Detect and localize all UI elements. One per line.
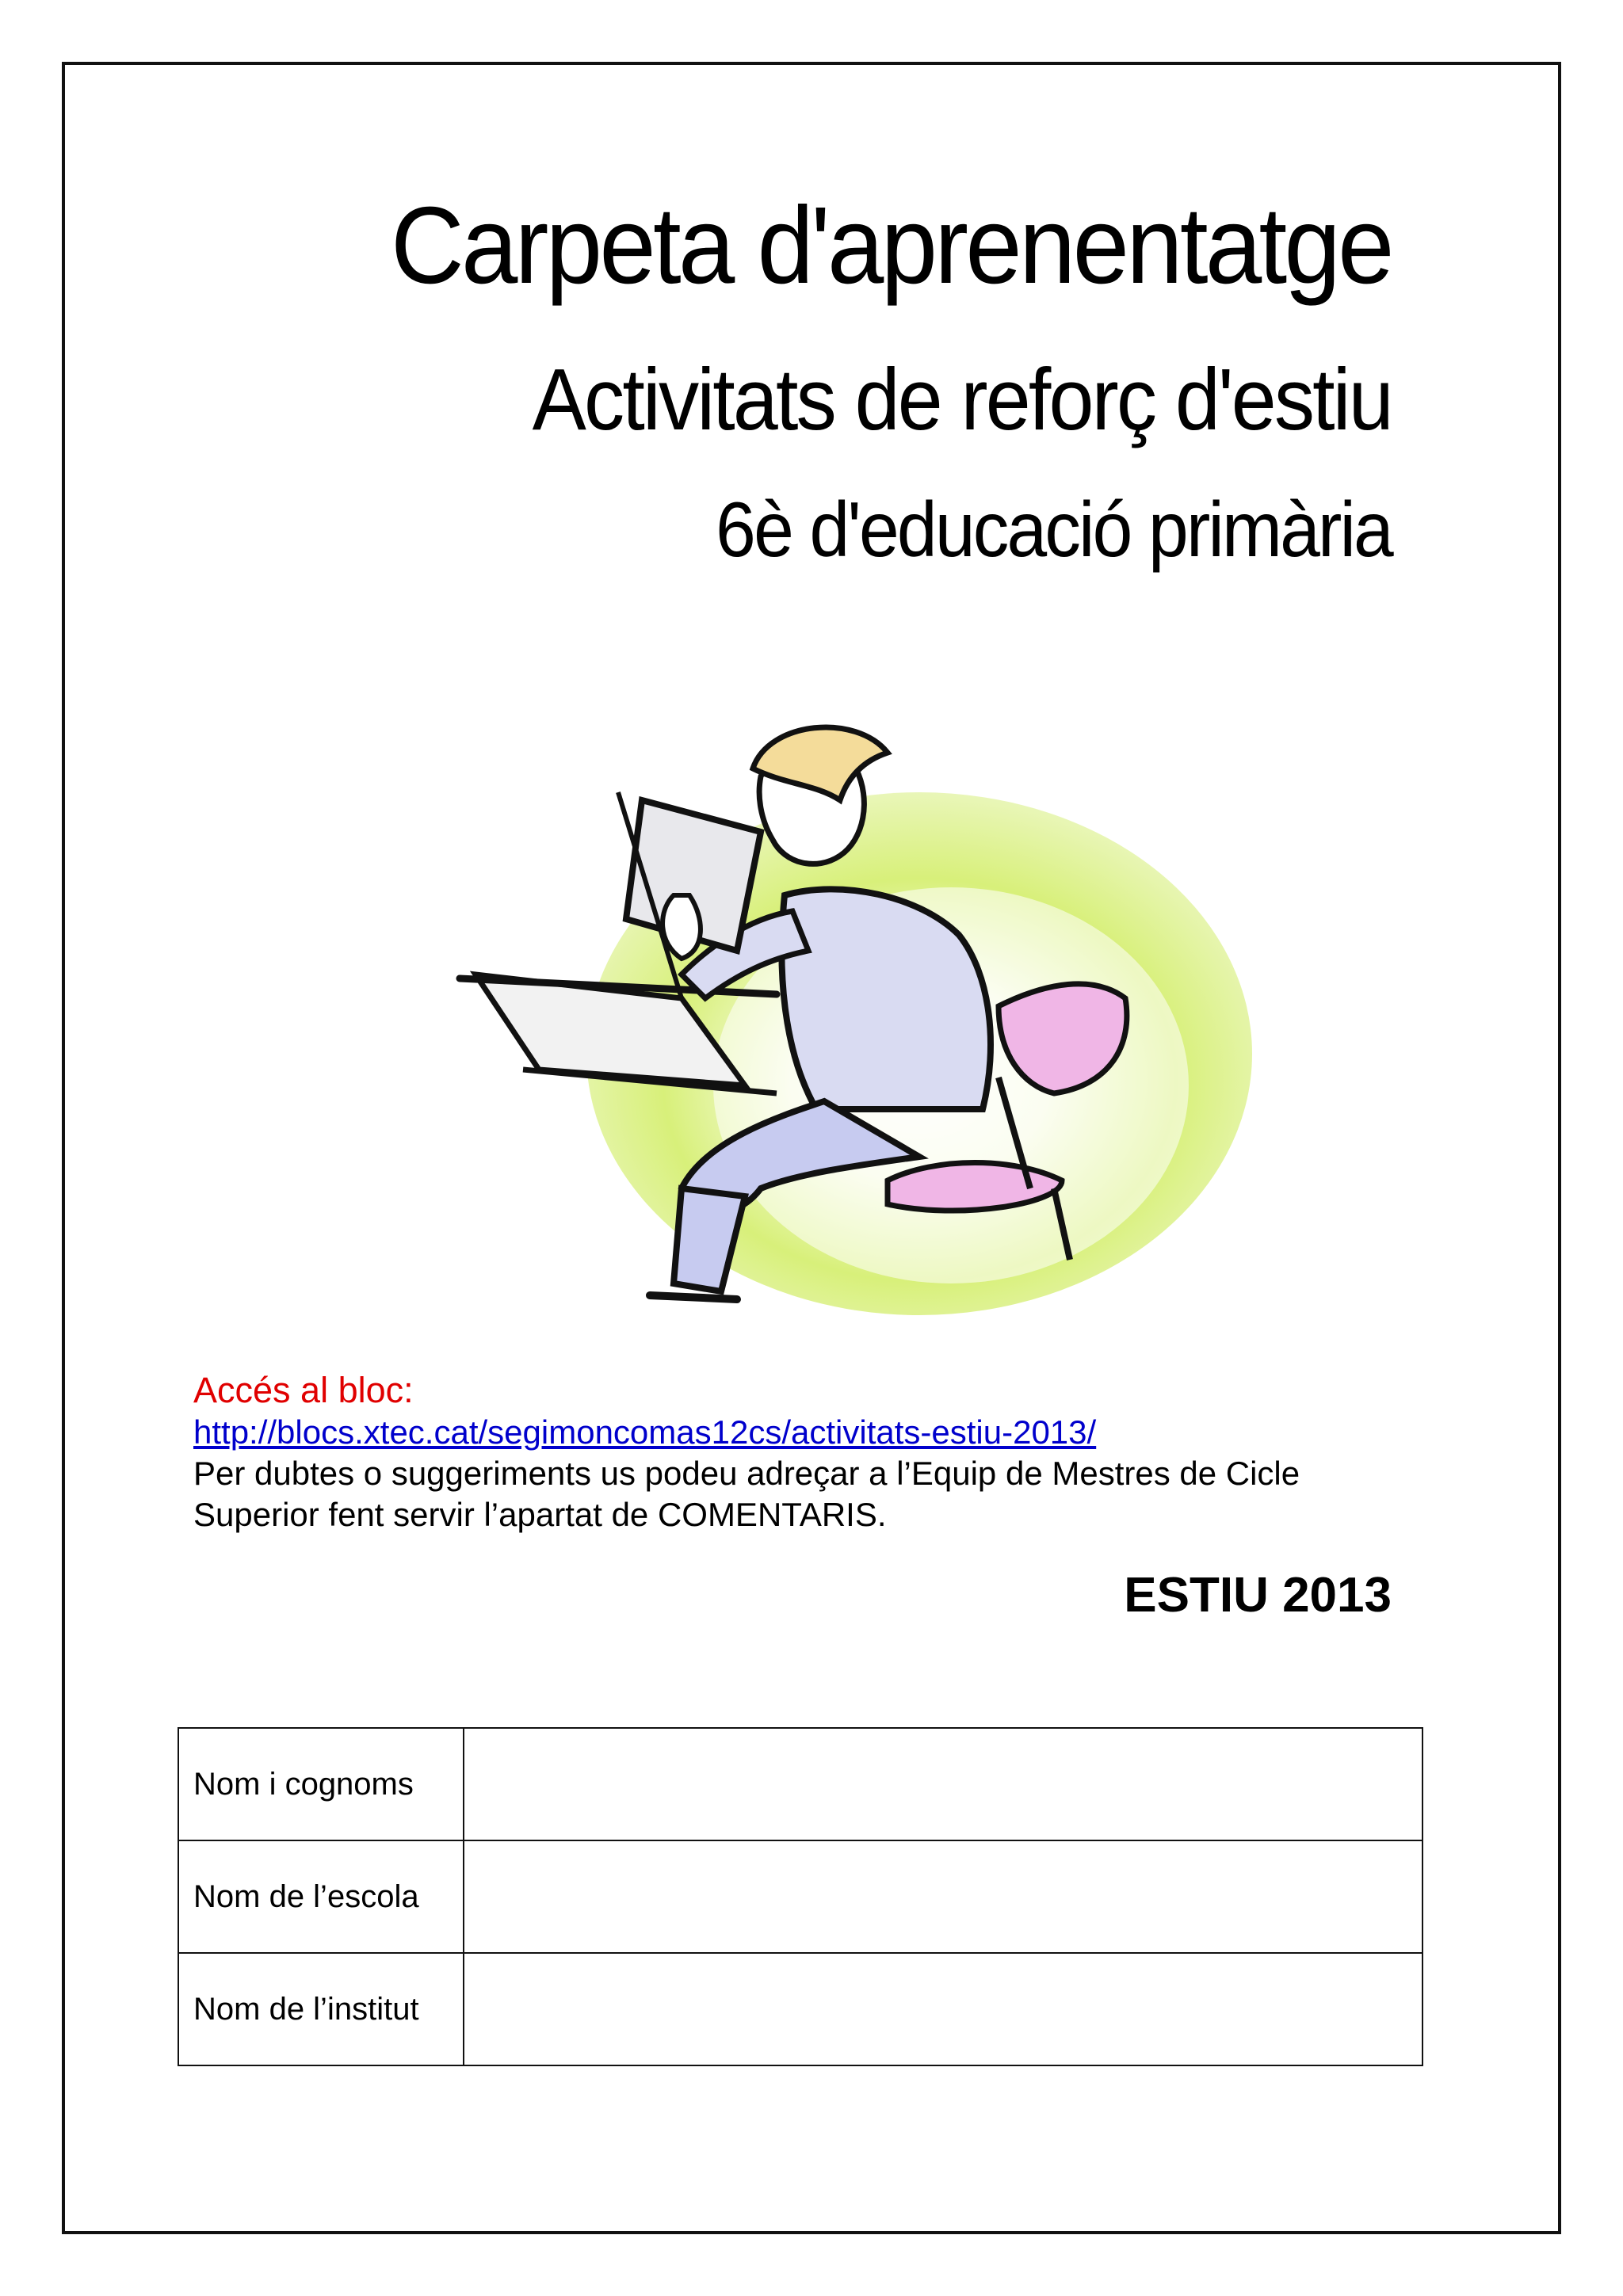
school-field[interactable] [464,1840,1423,1953]
table-row [178,1728,1423,1840]
blog-info [193,1369,1382,1535]
student-reading-illustration [444,713,1434,1371]
year-label: ESTIU 2013 [1124,1568,1392,1623]
contact-note: Per dubtes o suggeriments us podeu adreçar a l’Equip de Mestres de Cicle Superior fent servir l’apartat de COMENTARIS. [193,1455,1300,1533]
blog-link[interactable]: http://blocs.xtec.cat/segimoncomas12cs/activitats-estiu-2013/ [193,1413,1097,1451]
institute-field[interactable] [464,1953,1423,2065]
row-label: Nom i cognoms [178,1728,464,1840]
blog-access-label: Accés al bloc: [193,1370,414,1410]
grade-heading: 6è d'educació primària [716,486,1392,573]
table-row [178,1840,1423,1953]
name-field[interactable] [464,1728,1423,1840]
student-info-table [178,1727,1423,2066]
page-subtitle: Activitats de reforç d'estiu [532,351,1392,448]
table-row [178,1953,1423,2065]
row-label: Nom de l’institut [178,1953,464,2065]
page-title: Carpeta d'aprenentatge [391,185,1392,307]
row-label: Nom de l’escola [178,1840,464,1953]
